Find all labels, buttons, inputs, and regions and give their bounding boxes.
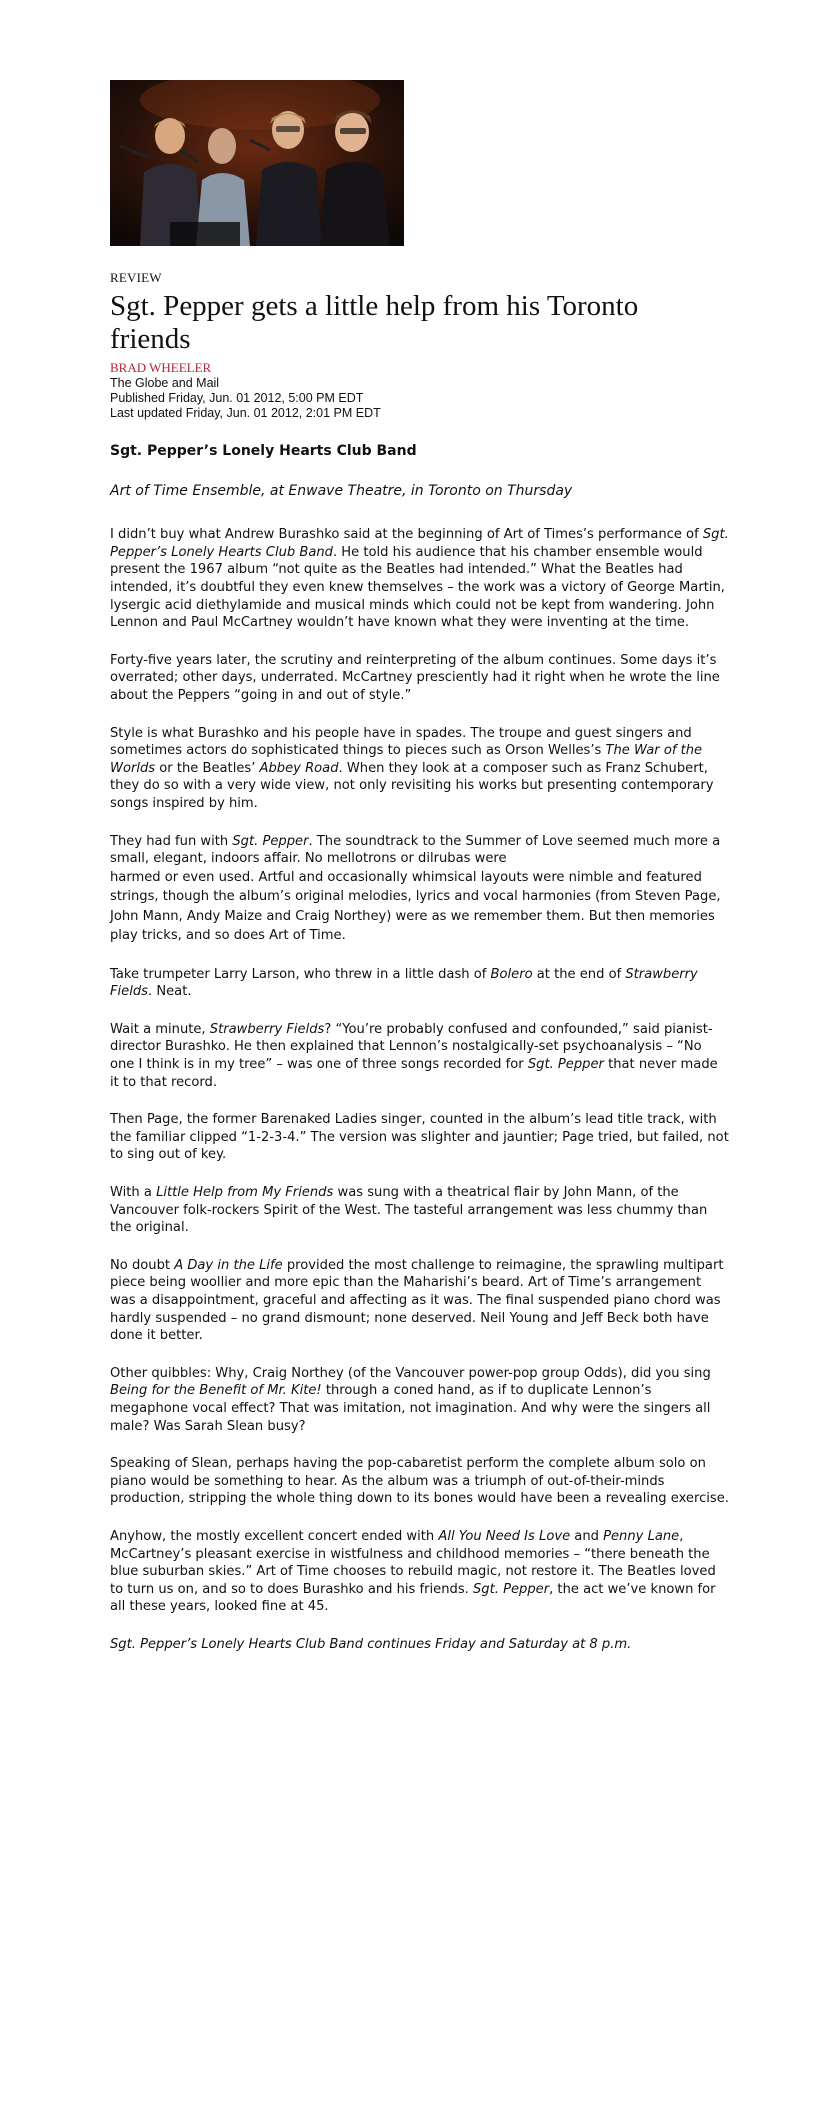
article-subtitle: Art of Time Ensemble, at Enwave Theatre, in Toronto on Thursday [110,482,573,499]
publication-name: The Globe and Mail [110,376,220,390]
paragraph: Speaking of Slean, perhaps having the pop-cabaretist perform the complete album solo on piano would be something to hear. As the album was a triumph of out-of-their-minds production, stripping the whole thing down to its bones would have been a revealing exercise. [110,1456,729,1507]
paragraph: With a Little Help from My Friends was sung with a theatrical flair by John Mann, of the Vancouver folk-rockers Spirit of the West. The tasteful arrangement was less chummy than the original. [110,1185,708,1236]
paragraph: No doubt A Day in the Life provided the most challenge to reimagine, the sprawling multipart piece being woollier and more epic than the Maharishi’s beard. Art of Time’s arrangement was a disappointment, graceful and affecting as it was. The final suspended piano chord was hardly suspended – no grand dismount; none deserved. Neil Young and Jeff Beck both have done it better. [110,1257,724,1344]
article-headline: Sgt. Pepper gets a little help from his Toronto friends [110,290,639,355]
paragraph: harmed or even used. Artful and occasionally whimsical layouts were nimble and featured strings, though the album’s original melodies, lyrics and vocal harmonies (from Steven Page, John Mann, Andy Maize and Craig Northey) were as we remember them. But then memories play tricks, and so does Art of Time. [110,869,721,944]
published-date: Published Friday, Jun. 01 2012, 5:00 PM EDT [110,391,364,405]
article-photo [110,80,404,246]
updated-date: Last updated Friday, Jun. 01 2012, 2:01 PM EDT [110,406,381,420]
paragraph: Style is what Burashko and his people have in spades. The troupe and guest singers and sometimes actors do sophisticated things to pieces such as Orson Welles’s The War of the Worlds or the Beatles’ Abbey Road. When they look at a composer such as Franz Schubert, they do so with a very wide view, not only revisiting his works but presenting contemporary songs inspired by him. [110,725,714,811]
article-meta [110,376,730,421]
paragraph: Anyhow, the mostly excellent concert ended with All You Need Is Love and Penny Lane, McCartney’s pleasant exercise in wistfulness and childhood memories – “there beneath the blue suburban skies.” Art of Time chooses to rebuild magic, not restore it. The Beatles loved to turn us on, and so to does Burashko and his friends. Sgt. Pepper, the act we’ve known for all these years, looked fine at 45. [110,1528,716,1615]
paragraph: Other quibbles: Why, Craig Northey (of the Vancouver power-pop group Odds), did you sing Being for the Benefit of Mr. Kite! through a coned hand, as if to duplicate Lennon’s megaphone vocal effect? That was imitation, not imagination. And why were the singers all male? Was Sarah Slean busy? [110,1365,711,1434]
paragraph: Wait a minute, Strawberry Fields? “You’re probably confused and confounded,” said pianist-director Burashko. He then explained that Lennon’s nostalgically-set psychoanalysis – “No one I think is in my tree” – was one of three songs recorded for Sgt. Pepper that never made it to that record. [110,1021,718,1090]
article-byline[interactable]: BRAD WHEELER [110,360,212,375]
paragraph: Forty-five years later, the scrutiny and reinterpreting of the album continues. Some days it’s overrated; other days, underrated. McCartney presciently had it right when he wrote the line about the Peppers “going in and out of style.” [110,652,720,703]
performers-photo-image [110,80,404,246]
section-title: Sgt. Pepper’s Lonely Hearts Club Band [110,443,417,459]
paragraph: Then Page, the former Barenaked Ladies singer, counted in the album’s lead title track, with the familiar clipped “1-2-3-4.” The version was slighter and jauntier; Page tried, but failed, not to sing out of key. [110,1112,729,1163]
paragraph: Take trumpeter Larry Larson, who threw in a little dash of Bolero at the end of Strawberry Fields. Neat. [110,966,698,1000]
paragraph: They had fun with Sgt. Pepper. The soundtrack to the Summer of Love seemed much more a small, elegant, indoors affair. No mellotrons or dilrubas were [110,833,721,867]
article-kicker: REVIEW [110,270,162,285]
article-body [110,443,730,1654]
article-page [110,80,730,1674]
paragraph: I didn’t buy what Andrew Burashko said at the beginning of Art of Times’s performance of Sgt. Pepper’s Lonely Hearts Club Band. He told his audience that his chamber ensemble would present the 1967 album “not quite as the Beatles had intended.” What the Beatles had intended, it’s doubtful they even knew themselves – the work was a victory of George Martin, lysergic acid diethylamide and musical minds which could not be kept from wandering. John Lennon and Paul McCartney wouldn’t have known what they were inventing at the time. [110,527,729,631]
closing-note: Sgt. Pepper’s Lonely Hearts Club Band continues Friday and Saturday at 8 p.m. [110,1636,632,1652]
